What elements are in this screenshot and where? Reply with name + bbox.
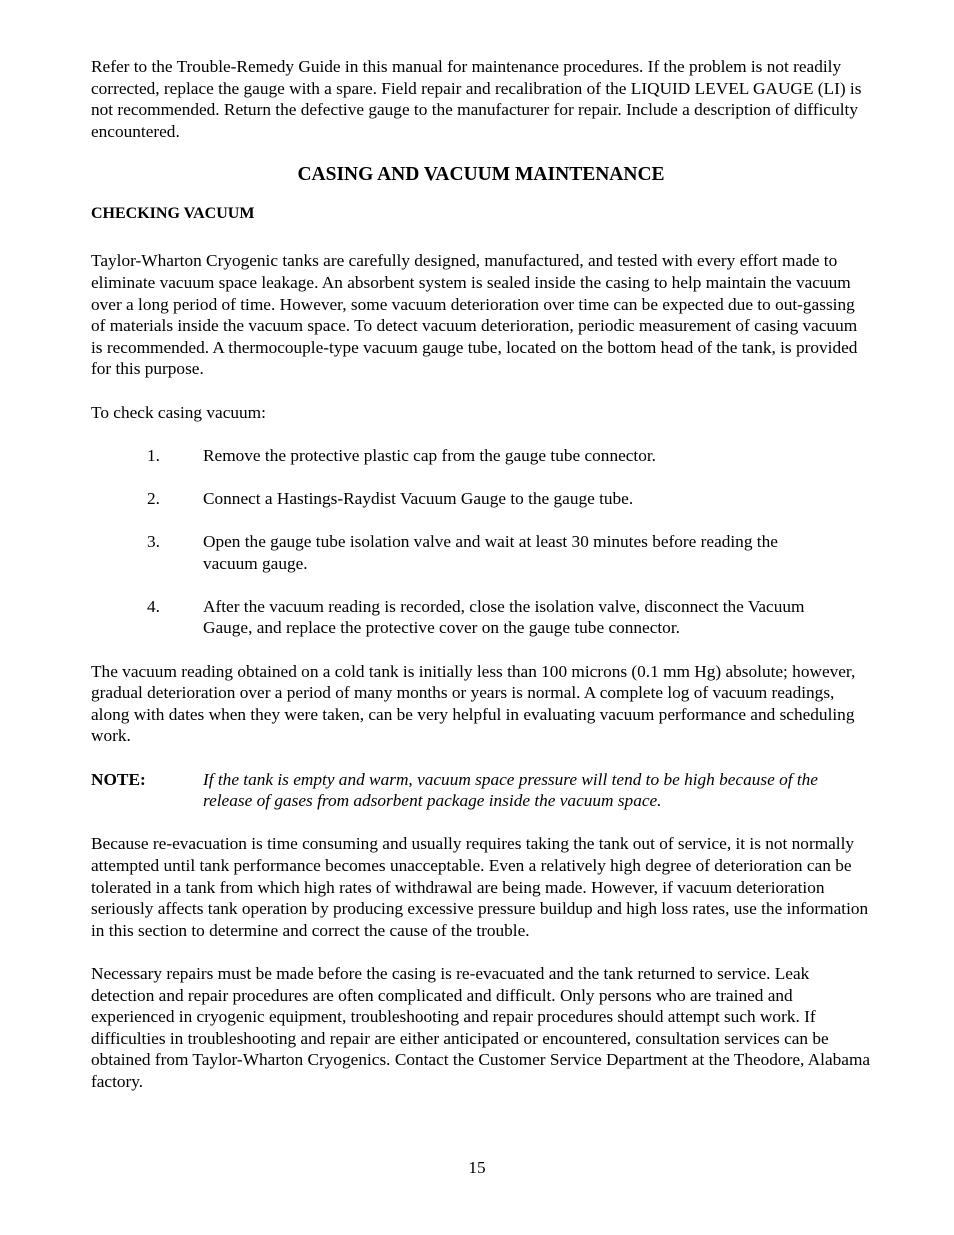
intro-paragraph: Refer to the Trouble-Remedy Guide in this manual for maintenance procedures. If the problem is not readily corrected, replace the gauge with a spare. Field repair and recalibration of the LIQUID LEVEL GAUGE (LI) is not recommended. Return the defective gauge to the manufacturer for repair. Include a description of difficulty encountered. xyxy=(91,57,862,141)
list-item xyxy=(91,531,871,574)
section-title: CASING AND VACUUM MAINTENANCE xyxy=(297,164,665,186)
steps-intro: To check casing vacuum: xyxy=(91,402,266,422)
steps-list xyxy=(91,445,871,639)
step-number: 2. xyxy=(147,488,160,508)
list-item xyxy=(91,488,871,510)
list-item xyxy=(91,596,871,639)
note-text: If the tank is empty and warm, vacuum space pressure will tend to be high because of the release of gases from adsorbent package inside the vacuum space. xyxy=(203,769,818,811)
list-item xyxy=(91,445,871,467)
paragraph-repairs: Necessary repairs must be made before the casing is re-evacuated and the tank returned to service. Leak detection and repair procedures are often complicated and difficult. Only persons who are trained and experienced in cryogenic equipment, troubleshooting and repair procedures should attempt such work. If difficulties in troubleshooting and repair are either anticipated or encountered, consultation services can be obtained from Taylor-Wharton Cryogenics. Contact the Customer Service Department at the Theodore, Alabama factory. xyxy=(91,963,871,1091)
step-text: Open the gauge tube isolation valve and wait at least 30 minutes before reading the vacuum gauge. xyxy=(203,532,778,573)
step-number: 4. xyxy=(147,596,160,616)
subheading-checking-vacuum: CHECKING VACUUM xyxy=(91,205,255,223)
note-block xyxy=(91,769,871,812)
step-number: 3. xyxy=(147,532,160,552)
note-label: NOTE: xyxy=(91,769,146,789)
paragraph-re-evacuation: Because re-evacuation is time consuming and usually requires taking the tank out of service, it is not normally attempted until tank performance becomes unacceptable. Even a relatively high degree of deterioration can be tolerated in a tank from which high rates of withdrawal are being made. However, if vacuum deterioration seriously affects tank operation by producing excessive pressure buildup and high loss rates, use the information in this section to determine and correct the cause of the trouble. xyxy=(91,834,869,940)
step-text: After the vacuum reading is recorded, close the isolation valve, disconnect the Vacuum Gauge, and replace the protective cover on the gauge tube connector. xyxy=(203,596,805,638)
document-page xyxy=(91,56,871,1114)
step-text: Connect a Hastings-Raydist Vacuum Gauge to the gauge tube. xyxy=(203,488,634,508)
paragraph-vacuum-reading: The vacuum reading obtained on a cold tank is initially less than 100 microns (0.1 mm Hg) absolute; however, gradual deterioration over a period of many months or years is normal. A complete log of vacuum readings, along with dates when they were taken, can be very helpful in evaluating vacuum performance and scheduling work. xyxy=(91,661,856,746)
step-number: 1. xyxy=(147,445,160,465)
step-text: Remove the protective plastic cap from the gauge tube connector. xyxy=(203,445,656,465)
page-number: 15 xyxy=(468,1158,486,1177)
paragraph-vacuum-design: Taylor-Wharton Cryogenic tanks are carefully designed, manufactured, and tested with every effort made to eliminate vacuum space leakage. An absorbent system is sealed inside the casing to help maintain the vacuum over a long period of time. However, some vacuum deterioration over time can be expected due to out-gassing of materials inside the vacuum space. To detect vacuum deterioration, periodic measurement of casing vacuum is recommended. A thermocouple-type vacuum gauge tube, located on the bottom head of the tank, is provided for this purpose. xyxy=(91,251,858,379)
